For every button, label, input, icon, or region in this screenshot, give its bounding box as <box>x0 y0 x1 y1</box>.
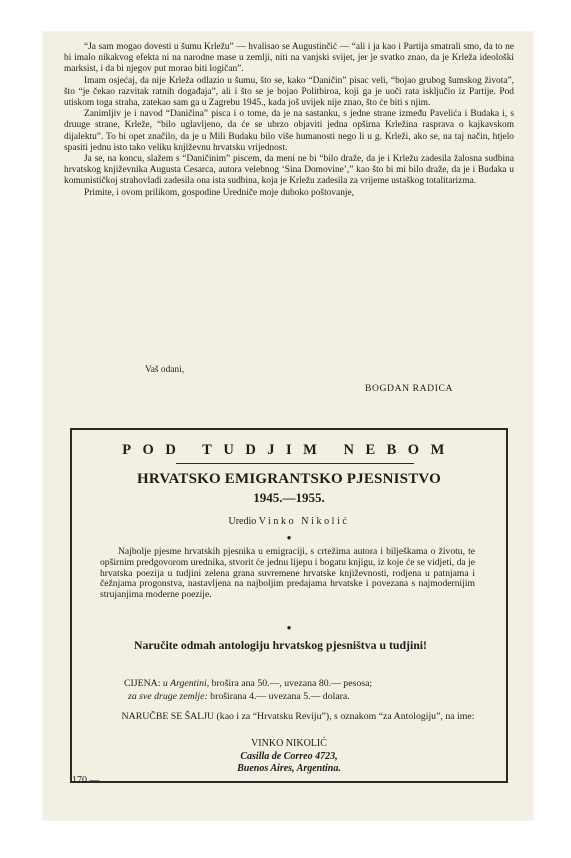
closing-line: Primite, i ovom prilikom, gospodine Uredniče moje duboko poštovanje, <box>84 187 355 198</box>
price-region-argentina: u Argentini, <box>162 678 210 689</box>
book-title: HRVATSKO EMIGRANTSKO PJESNISTVO <box>136 471 442 487</box>
editor-name: Vinko Nikolić <box>258 516 350 527</box>
order-call: Naručite odmah antologiju hrvatskog pjesništva u tudjini! <box>134 638 427 652</box>
address-line-2: Buenos Aires, Argentina. <box>237 763 341 774</box>
book-advertisement <box>70 428 508 783</box>
bullet-icon: ● <box>286 533 292 542</box>
price-line-2 <box>124 690 484 703</box>
price-values-argentina: brošira ana 50.—, uvezana 80.— pesosa; <box>211 678 373 689</box>
editor-line <box>72 516 506 527</box>
article-paragraph-1: “Ja sam mogao dovesti u šumu Krležu” — hvalisao se Augustinčić — “ali i ja kao i Partija smatrali smo, da to ne bi imalo nikakvog efekta ni na narodne mase u zemlji, niti na vanjski svijet, jer je svatko znao, da je Krleža ideološki marksist, i da bi njegov put morao biti logičan”. <box>64 42 514 75</box>
bullet-icon: ● <box>286 623 292 632</box>
price-region-other: za sve druge zemlje: <box>128 691 208 702</box>
article-paragraph-4: Ja se, na koncu, slažem s “Daničinim” piscem, da meni ne bi “bilo draže, da je i Krležu zadesila žalosna sudbina hrvatskog književnika Augusta Cesarca, autora velebnog ‘Sina Domovine’,” kao što bi mi bilo draže, da je i Budaka u komunističkoj strahovladi zadesila ona ista sudbina, koja je Krležu zadesila za vrijeme ustaškog totalitarizma. <box>64 154 514 187</box>
address-line-1: Casilla de Correo 4723, <box>240 750 338 762</box>
article-paragraph-2: Imam osjećaj, da nije Krleža odlazio u šumu, što se, kako “Daničin” pisac veli, “bojao grubog šumskog života”, što “je čekao razvitak ratnih događaja”, ali i što se je bojao Politbiroa, koji ga je uoči rata isključio iz Partije. Pod utiskom toga straha, zatekao sam ga u Zagrebu 1945., kada još uvijek nije znao, što će biti s njim. <box>64 75 514 109</box>
letter-article <box>64 42 514 199</box>
article-paragraph-3: Zanimljiv je i navod “Daničina” pisca i o tome, da je na sastanku, s jedne strane između Pavelića i Budaka i, s druuge strane, Krleže, “bilo uglavljeno, da će se ubrzo objaviti jedna opširna Krležina rasprava o kajkavskom dijalektu”. To bi opet značilo, da je u Mili Budaku bilo više humanosti nego li u g. Krleži, ako se, na taj način, htjelo spasiti jednu isto tako veliku književnu hrvatsku vrijednost. <box>64 109 514 153</box>
book-years: 1945.—1955. <box>253 490 325 505</box>
description-text: Najbolje pjesme hrvatskih pjesnika u emigraciji, s crtežima autora i bilješkama o životu, te opširnim predgovorom urednika, stvorit će jednu lijepu i bogatu knjigu, iz koje će se vidjeti, da je hrvatska poezija u tudjini zelena grana suvremene hrvatske književnosti, rodjena u patnjama i čežnjama progonstva, nastavljena na najboljim predajama hrvatske i povezana s najmodernijim strujanjima moderne poezije. <box>100 546 475 601</box>
price-values-other: broširana 4.— uvezana 5.— dolara. <box>210 691 350 702</box>
document-page <box>43 32 533 820</box>
author-signature: BOGDAN RADICA <box>365 383 454 394</box>
mailing-address <box>72 738 506 776</box>
heading-rule <box>176 463 414 464</box>
regards-line: Vaš odani, <box>145 365 185 375</box>
price-line-1 <box>124 677 484 690</box>
order-instructions: NARUČBE SE ŠALJU (kao i za “Hrvatsku Reviju”), s oznakom “za Antologiju”, na ime: <box>121 711 475 722</box>
price-block <box>124 677 484 703</box>
address-name: VINKO NIKOLIĆ <box>251 738 327 749</box>
series-heading: POD TUDJIM NEBOM <box>122 442 456 458</box>
book-description <box>100 547 475 601</box>
price-label: CIJENA: <box>124 678 161 689</box>
editor-prefix: Uredio <box>228 516 257 527</box>
page-number: 170 — <box>72 775 100 786</box>
